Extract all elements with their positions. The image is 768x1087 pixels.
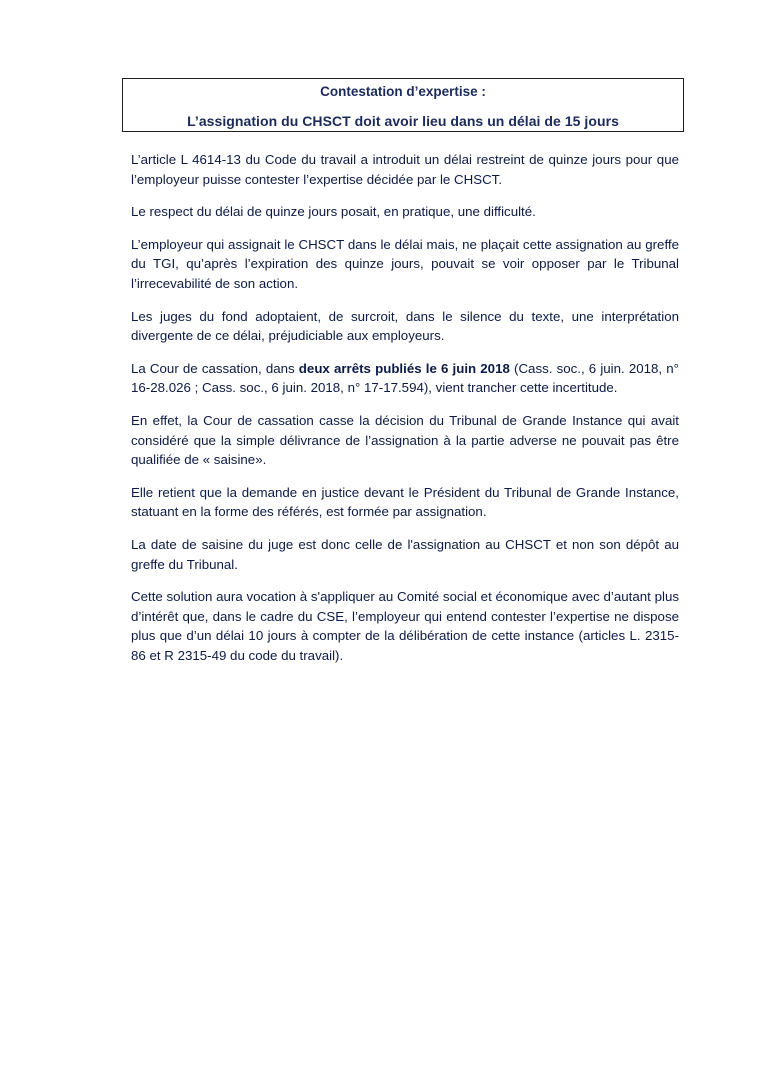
paragraph-6: En effet, la Cour de cassation casse la décision du Tribunal de Grande Instance qui avait considéré que la simple délivrance de l’assignation à la partie adverse ne pouvait pas être qualifiée de « saisine».	[131, 412, 679, 468]
paragraph-5	[131, 359, 679, 398]
paragraph-8: La date de saisine du juge est donc celle de l'assignation au CHSCT et non son dépôt au greffe du Tribunal.	[131, 536, 679, 572]
paragraph-7: Elle retient que la demande en justice devant le Président du Tribunal de Grande Instance, statuant en la forme des référés, est formée par assignation.	[131, 484, 679, 520]
title-box	[122, 78, 684, 132]
document-title: Contestation d’expertise :	[320, 84, 486, 99]
paragraph-9: Cette solution aura vocation à s'appliquer au Comité social et économique avec d’autant plus d’intérêt que, dans le cadre du CSE, l’employeur qui entend contester l’expertise ne dispose plus que d’un délai 10 jours à compter de la délibération de cette instance (articles L. 2315-86 et R 2315-49 du code du travail).	[131, 589, 679, 663]
paragraph-2: Le respect du délai de quinze jours posait, en pratique, une difficulté.	[131, 204, 536, 220]
document-subtitle: L’assignation du CHSCT doit avoir lieu dans un délai de 15 jours	[187, 113, 619, 129]
document-body	[131, 150, 679, 665]
paragraph-5-intro: La Cour de cassation, dans	[131, 360, 299, 376]
paragraph-3: L’employeur qui assignait le CHSCT dans le délai mais, ne plaçait cette assignation au greffe du TGI, qu’après l’expiration des quinze jours, pouvait se voir opposer par le Tribunal l’irrecevabilité de son action.	[131, 236, 679, 291]
paragraph-4: Les juges du fond adoptaient, de surcroit, dans le silence du texte, une interprétation divergente de ce délai, préjudiciable aux employeurs.	[131, 308, 679, 344]
paragraph-5-rest: (Cass. soc., 6 juin. 2018, n° 16-28.026 ; Cass. soc., 6 juin. 2018, n° 17-17.594), vient trancher cette incertitude.	[131, 360, 679, 396]
paragraph-1: L’article L 4614-13 du Code du travail a introduit un délai restreint de quinze jours pour que l’employeur puisse contester l’expertise décidée par le CHSCT.	[131, 152, 679, 187]
paragraph-5-highlight: deux arrêts publiés le 6 juin 2018	[298, 360, 510, 376]
